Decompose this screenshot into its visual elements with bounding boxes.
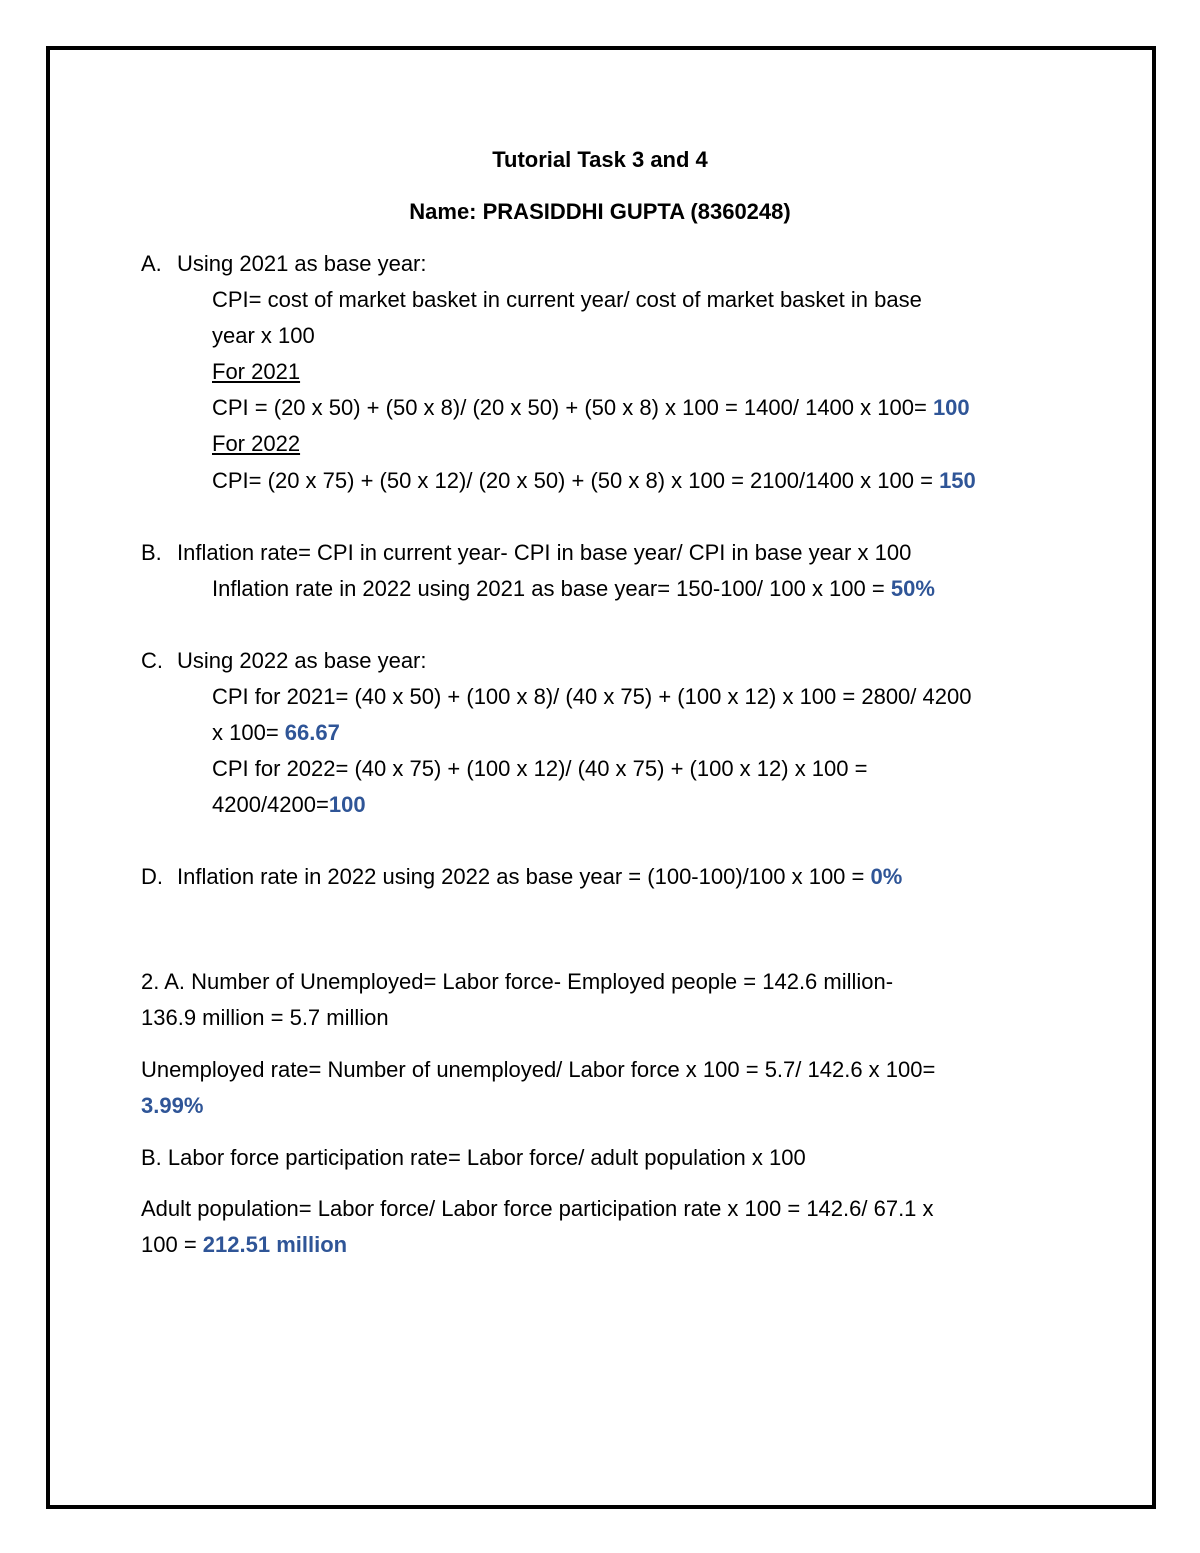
- cpi-2021-base2022-line1: CPI for 2021= (40 x 50) + (100 x 8)/ (40 x 75) + (100 x 12) x 100 = 2800/ 4200: [212, 684, 972, 709]
- cpi-2022-base2022-line2: [212, 790, 366, 820]
- section-b-title: Inflation rate= CPI in current year- CPI in base year/ CPI in base year x 100: [177, 540, 912, 565]
- cpi-2021-base2022-text: x 100=: [212, 720, 279, 745]
- section-a-label: A.: [141, 251, 162, 276]
- section-d-answer: 0%: [870, 864, 903, 889]
- cpi-2021-calc: [212, 393, 970, 423]
- section-c-title: Using 2022 as base year:: [177, 648, 427, 673]
- q2a-line2: 136.9 million = 5.7 million: [141, 1005, 389, 1030]
- cpi-2022-base2022-line1: CPI for 2022= (40 x 75) + (100 x 12)/ (40 x 75) + (100 x 12) x 100 =: [212, 756, 868, 781]
- cpi-2021-answer: 100: [932, 395, 970, 420]
- cpi-2021-base2022-line2: [212, 718, 340, 748]
- q2a-line1: 2. A. Number of Unemployed= Labor force- Employed people = 142.6 million-: [141, 969, 894, 994]
- section-c-heading: [141, 646, 427, 676]
- inflation-2022-calc-text: Inflation rate in 2022 using 2021 as base year= 150-100/ 100 x 100 =: [212, 576, 885, 601]
- section-b-heading: [141, 538, 911, 568]
- section-d-label: D.: [141, 864, 163, 889]
- adult-population-line2: [141, 1230, 347, 1260]
- adult-population-answer: 212.51 million: [202, 1232, 348, 1257]
- cpi-2022-calc-text: CPI= (20 x 75) + (50 x 12)/ (20 x 50) + (50 x 8) x 100 = 2100/1400 x 100 =: [212, 468, 933, 493]
- adult-population-line1: Adult population= Labor force/ Labor force participation rate x 100 = 142.6/ 67.1 x: [141, 1196, 934, 1221]
- section-a-heading: [141, 249, 427, 279]
- inflation-2022-calc: [212, 574, 935, 604]
- cpi-2022-answer: 150: [939, 468, 976, 493]
- section-c-label: C.: [141, 648, 163, 673]
- inflation-2022-answer: 50%: [890, 576, 935, 601]
- cpi-formula-line1: CPI= cost of market basket in current year/ cost of market basket in base: [212, 287, 922, 312]
- for-2022-heading: For 2022: [212, 431, 301, 456]
- cpi-2021-calc-text: CPI = (20 x 50) + (50 x 8)/ (20 x 50) + (50 x 8) x 100 = 1400/ 1400 x 100=: [212, 395, 927, 420]
- section-b-label: B.: [141, 540, 162, 565]
- student-name: Name: PRASIDDHI GUPTA (8360248): [409, 199, 791, 224]
- cpi-formula-line2: year x 100: [212, 323, 315, 348]
- q2b-line: B. Labor force participation rate= Labor force/ adult population x 100: [141, 1145, 806, 1170]
- cpi-2022-calc: [212, 466, 976, 496]
- cpi-2021-base2022-answer: 66.67: [284, 720, 340, 745]
- adult-population-prefix: 100 =: [141, 1232, 197, 1257]
- section-d-line: [141, 862, 902, 892]
- for-2021-heading: For 2021: [212, 359, 301, 384]
- unemployment-rate-line: Unemployed rate= Number of unemployed/ Labor force x 100 = 5.7/ 142.6 x 100=: [141, 1057, 936, 1082]
- section-d-calc: Inflation rate in 2022 using 2022 as base year = (100-100)/100 x 100 =: [177, 864, 865, 889]
- cpi-2022-base2022-answer: 100: [328, 792, 366, 817]
- cpi-2022-base2022-text: 4200/4200=: [212, 792, 329, 817]
- document-title: Tutorial Task 3 and 4: [492, 147, 708, 172]
- section-a-title: Using 2021 as base year:: [177, 251, 427, 276]
- unemployment-rate-answer: 3.99%: [141, 1093, 204, 1118]
